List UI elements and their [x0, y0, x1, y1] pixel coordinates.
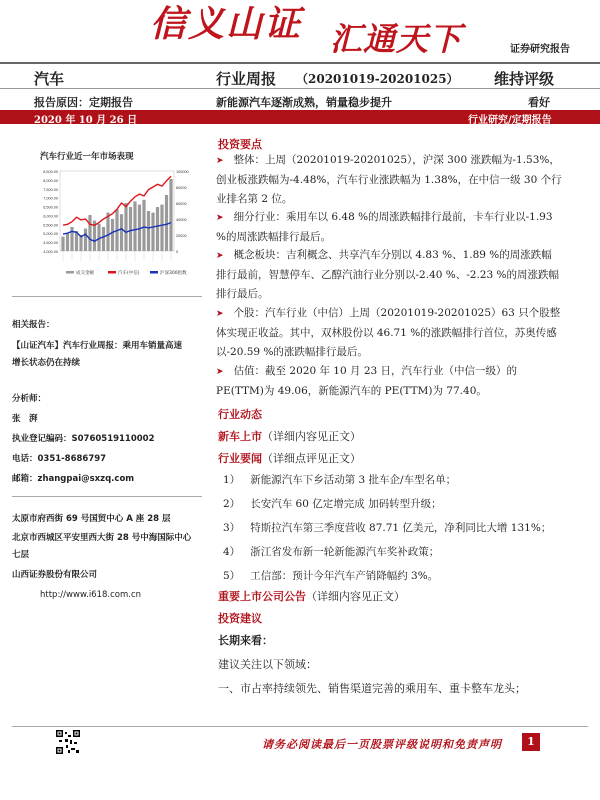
- volume-bar: [61, 237, 64, 251]
- y-right-tick-label: 80000: [176, 186, 187, 190]
- report-period: （20201019-20201025）: [296, 72, 459, 86]
- analyst-label: 分析师：: [12, 394, 47, 404]
- brand-logo-part2: 汇通天下: [330, 20, 463, 58]
- address-beijing: 北京市西城区平安里西大街 28 号中海国际中心七层: [12, 533, 192, 560]
- bullet-overall: [216, 151, 562, 209]
- report-date: 2020 年 10 月 26 日: [34, 115, 138, 126]
- headline: 新能源汽车逐渐成熟，销量稳步提升: [216, 96, 392, 109]
- announcement-note: （详细内容见正文）: [306, 590, 405, 603]
- y-left-tick-label: 4,500.00: [43, 241, 58, 246]
- bullet-segment: [216, 208, 562, 247]
- y-left-tick-label: 7,000.00: [43, 196, 58, 201]
- arrow-bullet-icon: ➤: [216, 156, 224, 166]
- bullet-text: 概念板块：吉利概念、共享汽车分别以 4.83 %、1.89 %的周涨跌幅排行最前，智慧停车、乙醇汽油行业分别以-2.40 %、-2.23 %的周涨跌幅排行最后。: [216, 249, 559, 300]
- industry-dynamics-title: 行业动态: [218, 408, 262, 421]
- page-number: 1: [522, 733, 540, 751]
- y-right-tick-label: 40000: [176, 218, 187, 222]
- legend-swatch: [150, 271, 158, 274]
- volume-bar: [106, 213, 109, 251]
- volume-bar: [111, 219, 114, 251]
- volume-bar: [165, 195, 168, 251]
- arrow-bullet-icon: ➤: [216, 213, 224, 223]
- volume-bar: [70, 227, 73, 251]
- industry-news-title: 行业要闻: [218, 452, 262, 465]
- legend-label: 沪深300指数: [160, 271, 187, 276]
- news-item: 1） 新能源汽车下乡活动第 3 批车企/车型名单；: [223, 474, 457, 486]
- announcement-line: [218, 588, 405, 604]
- chart-title: 汽车行业近一年市场表现: [40, 152, 134, 162]
- volume-bar: [142, 200, 145, 251]
- related-report-link[interactable]: 【山证汽车】汽车行业周报：乘用车销量高速增长状态仍在持续: [12, 341, 183, 368]
- y-left-tick-label: 8,500.00: [43, 170, 58, 174]
- news-item: 4） 浙江省发布新一轮新能源汽车奖补政策；: [223, 546, 440, 558]
- announcement-title: 重要上市公司公告: [218, 590, 306, 603]
- news-item: 2） 长安汽车 60 亿定增完成 加码转型升级；: [223, 498, 442, 510]
- arrow-bullet-icon: ➤: [216, 309, 224, 319]
- report-type: 行业周报: [216, 70, 277, 88]
- news-item: 5） 工信部：预计今年汽车产销降幅约 3%。: [223, 570, 439, 582]
- advice-title: 投资建议: [218, 612, 262, 625]
- legend-label: 汽车(中信): [118, 271, 140, 276]
- bullet-stocks: [216, 304, 562, 362]
- market-chart: [36, 165, 194, 285]
- bullet-text: 细分行业：乘用车以 6.48 %的周涨跌幅排行最前，卡车行业以-1.93 %的周涨跌幅排行最后。: [216, 211, 553, 243]
- bullet-text: 估值：截至 2020 年 10 月 23 日，汽车行业（中信一级）的 PE(TTM)为 49.06，新能源汽车的 PE(TTM)为 77.40。: [216, 365, 518, 397]
- y-left-tick-label: 5,500.00: [43, 223, 58, 228]
- bullet-valuation: [216, 362, 562, 401]
- report-category: 行业研究/定期报告: [468, 115, 552, 126]
- bullet-concept: [216, 246, 562, 304]
- longterm-label: 长期来看：: [218, 634, 273, 647]
- sector-title: 汽车: [34, 70, 65, 88]
- volume-bar: [151, 213, 154, 251]
- divider: [12, 496, 202, 497]
- divider: [0, 62, 600, 64]
- tagline: 证券研究报告: [510, 44, 570, 55]
- volume-bar: [129, 207, 132, 251]
- news-item: 3） 特斯拉汽车第三季度营收 87.71 亿美元，净利同比大增 131%；: [223, 522, 552, 534]
- industry-news-note: （详细点评见正文）: [262, 452, 361, 465]
- market-chart-svg: [36, 165, 194, 285]
- divider: [0, 88, 600, 89]
- invest-points-title: 投资要点: [218, 138, 262, 151]
- new-car-note: （详细内容见正文）: [262, 430, 361, 443]
- volume-bar: [133, 201, 136, 251]
- new-car-title: 新车上市: [218, 430, 262, 443]
- address-taiyuan: 太原市府西街 69 号国贸中心 A 座 28 层: [12, 514, 171, 524]
- y-left-tick-label: 6,500.00: [43, 205, 58, 210]
- new-car-line: [218, 428, 361, 444]
- rating-value: 看好: [528, 96, 550, 109]
- divider: [12, 296, 202, 297]
- volume-bar: [84, 229, 87, 251]
- y-left-tick-label: 5,000.00: [43, 232, 58, 237]
- rating-title: 维持评级: [494, 70, 555, 88]
- y-right-tick-label: 20000: [176, 234, 187, 238]
- bullet-text: 个股：汽车行业（中信）上周（20201019-20201025）63 只个股整体实现正收益。其中，双林股份以 46.71 %的涨跌幅排行首位，苏奥传感以-20.59 %的涨跌幅排行最后。: [216, 307, 561, 358]
- volume-bar: [88, 215, 91, 251]
- qr-code: [56, 730, 80, 754]
- y-left-tick-label: 4,000.00: [43, 250, 58, 254]
- license-number: 执业登记编码：S0760519110002: [12, 434, 155, 444]
- y-left-tick-label: 6,000.00: [43, 214, 58, 219]
- legend-label: 成交金额: [76, 271, 94, 276]
- volume-bar: [147, 211, 150, 251]
- volume-bar: [124, 203, 127, 251]
- disclaimer-notice: 请务必阅读最后一页股票评级说明和免责声明: [262, 738, 502, 751]
- volume-bar: [169, 179, 172, 251]
- y-right-tick-label: 60000: [176, 202, 187, 206]
- y-right-tick-label: 0: [176, 250, 179, 254]
- website-link[interactable]: http://www.i618.com.cn: [40, 590, 142, 600]
- y-right-tick-label: 100000: [176, 170, 189, 174]
- company-name: 山西证券股份有限公司: [12, 570, 98, 580]
- suggestion-item: 一、市占率持续领先、销售渠道完善的乘用车、重卡整车龙头；: [218, 682, 526, 695]
- legend-swatch: [66, 271, 74, 274]
- volume-bar: [156, 207, 159, 251]
- email-link[interactable]: 邮箱：zhangpai@sxzq.com: [12, 474, 135, 484]
- volume-bar: [160, 205, 163, 251]
- brand-logo-part1: 信义山证: [150, 3, 303, 45]
- arrow-bullet-icon: ➤: [216, 251, 224, 261]
- arrow-bullet-icon: ➤: [216, 367, 224, 377]
- volume-bar: [102, 227, 105, 251]
- report-reason: 报告原因：定期报告: [34, 96, 133, 109]
- volume-bar: [120, 214, 123, 251]
- y-left-tick-label: 7,500.00: [43, 187, 58, 192]
- y-left-tick-label: 8,000.00: [43, 178, 58, 183]
- analyst-name: 张 湃: [12, 414, 38, 424]
- suggestion-text: 建议关注以下领域：: [218, 658, 317, 671]
- phone: 电话：0351-8686797: [12, 454, 107, 464]
- volume-bar: [66, 233, 69, 251]
- footer-divider: [12, 726, 588, 727]
- industry-news-line: [218, 450, 361, 466]
- legend-swatch: [108, 271, 116, 274]
- date-band: [0, 110, 600, 124]
- related-title: 相关报告：: [12, 320, 55, 330]
- bullet-text: 整体：上周（20201019-20201025），沪深 300 涨跌幅为-1.53%，创业板涨跌幅为-4.48%，汽车行业涨跌幅为 1.38%，在中信一级 30 个行业排名第 2 位。: [216, 154, 562, 205]
